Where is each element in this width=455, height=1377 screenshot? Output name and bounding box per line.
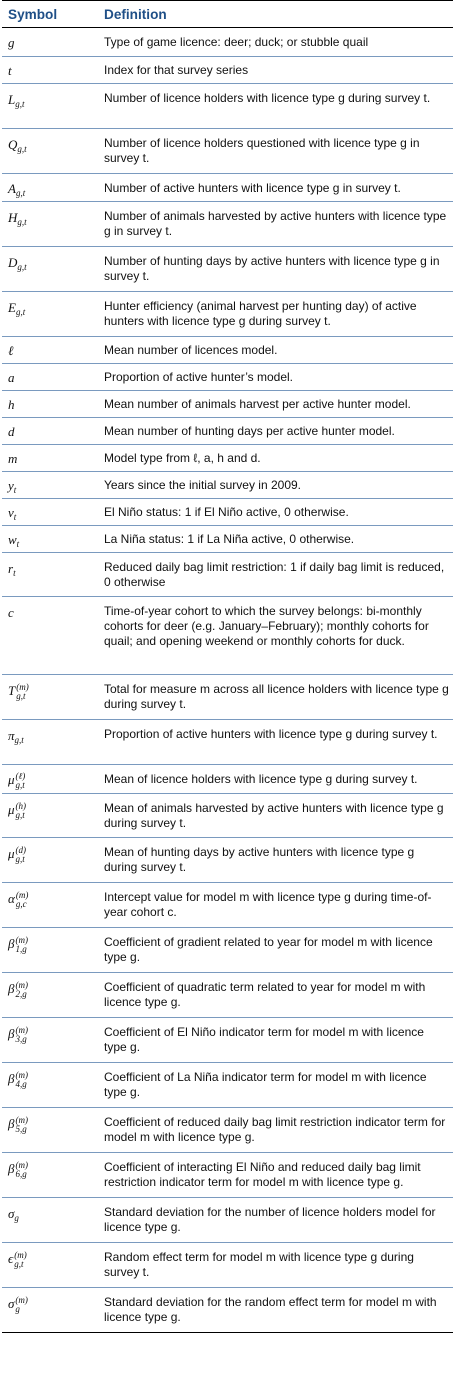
definition-cell: Model type from ℓ, a, h and d. — [104, 451, 261, 465]
symbol-subscript: 1,g — [15, 944, 27, 955]
symbol-cell — [2, 28, 98, 57]
symbol-subscript: g,t — [15, 99, 25, 109]
symbol-cell — [2, 445, 98, 472]
symbol-superscript: (h) — [15, 801, 27, 812]
definition-cell: Proportion of active hunter’s model. — [104, 370, 293, 384]
definition-cell: Random effect term for model m with licence type g during survey t. — [104, 1250, 414, 1279]
definition-cell: Total for measure m across all licence holders with licence type g during survey t. — [104, 682, 449, 711]
symbol-base: β — [8, 1071, 15, 1086]
symbol-base: π — [8, 728, 15, 743]
table-row — [2, 418, 453, 445]
symbol-base: y — [8, 478, 14, 493]
symbol-base: T — [8, 683, 16, 698]
symbol-base: H — [8, 210, 18, 225]
symbol-cell — [2, 526, 98, 553]
symbol-base: m — [8, 451, 18, 466]
table-row — [2, 202, 453, 247]
table-row — [2, 1018, 453, 1063]
symbol-scripts — [15, 936, 28, 954]
symbol-cell — [2, 391, 98, 418]
symbol-subscript: 2,g — [15, 989, 27, 1000]
symbol-cell — [2, 499, 98, 526]
symbol-cell — [2, 675, 98, 720]
symbol-subscript: 4,g — [15, 1079, 27, 1090]
definition-cell: Coefficient of reduced daily bag limit restriction indicator term for model m with licence type g. — [104, 1115, 446, 1144]
symbol-base: β — [8, 936, 15, 951]
symbol-subscript: g,t — [14, 1259, 24, 1270]
definition-cell: Number of licence holders with licence type g during survey t. — [104, 91, 431, 105]
symbol-scripts — [15, 1071, 28, 1089]
symbol-scripts — [16, 891, 29, 909]
symbol-base: Q — [8, 137, 18, 152]
symbol-superscript: (m) — [14, 1250, 27, 1261]
symbol-base: g — [8, 35, 15, 50]
definition-cell: Intercept value for model m with licence type g during time-of-year cohort c. — [104, 890, 432, 919]
symbol-superscript: (d) — [15, 845, 27, 856]
symbol-subscript: g,t — [15, 188, 26, 198]
definition-cell: La Niña status: 1 if La Niña active, 0 otherwise. — [104, 532, 355, 546]
symbol-cell — [2, 472, 98, 499]
symbol-subscript: g,t — [15, 307, 26, 317]
symbol-cell — [2, 973, 98, 1018]
definition-cell: Coefficient of El Niño indicator term for model m with licence type g. — [104, 1025, 424, 1054]
table-row — [2, 57, 453, 84]
symbol-base: σ — [8, 1206, 15, 1221]
symbol-superscript: (m) — [15, 1295, 28, 1306]
definition-cell: Proportion of active hunters with licence type g during survey t. — [104, 727, 438, 741]
table-row — [2, 337, 453, 364]
definition-cell: Reduced daily bag limit restriction: 1 if daily bag limit is reduced, 0 otherwise — [104, 560, 445, 589]
symbol-cell — [2, 1153, 98, 1198]
symbol-subscript: g,t — [17, 217, 27, 227]
definition-cell: Number of licence holders questioned with licence type g in survey t. — [104, 136, 420, 165]
symbol-cell — [2, 364, 98, 391]
symbol-cell — [2, 597, 98, 675]
symbol-superscript: (m) — [15, 1025, 28, 1036]
symbol-cell — [2, 129, 98, 174]
symbol-base: β — [8, 1161, 15, 1176]
symbol-cell — [2, 1198, 98, 1243]
symbol-base: E — [8, 300, 16, 315]
definition-cell: Years since the initial survey in 2009. — [104, 478, 302, 492]
symbol-cell — [2, 57, 98, 84]
symbol-base: μ — [8, 802, 15, 817]
symbol-superscript: (m) — [15, 890, 29, 901]
symbol-superscript: (m) — [15, 1160, 28, 1171]
definition-cell: Mean number of licences model. — [104, 343, 278, 357]
symbol-base: ϵ — [8, 1251, 14, 1266]
symbol-cell — [2, 765, 98, 794]
symbol-subscript: g,t — [15, 810, 25, 821]
symbol-cell — [2, 84, 98, 129]
table-row — [2, 472, 453, 499]
symbol-subscript: t — [13, 568, 16, 578]
definition-cell: Mean number of hunting days per active hunter model. — [104, 424, 395, 438]
symbol-superscript: (m) — [15, 980, 28, 991]
symbol-subscript: g,t — [15, 780, 25, 791]
symbol-cell — [2, 1063, 98, 1108]
table-row — [2, 1153, 453, 1198]
definition-cell: Mean of licence holders with licence type g during survey t. — [104, 772, 418, 786]
symbol-base: L — [8, 92, 16, 107]
symbol-base: μ — [8, 846, 15, 861]
definition-cell: Mean of animals harvested by active hunters with licence type g during survey t. — [104, 801, 444, 830]
table-row — [2, 675, 453, 720]
table-row — [2, 499, 453, 526]
table-row — [2, 720, 453, 765]
symbol-superscript: (m) — [16, 682, 29, 693]
symbol-base: ℓ — [8, 343, 14, 358]
symbol-cell — [2, 553, 98, 597]
symbol-cell — [2, 174, 98, 202]
table-row — [2, 765, 453, 794]
symbol-scripts — [16, 802, 27, 820]
symbol-base: t — [8, 63, 12, 78]
table-row — [2, 526, 453, 553]
table-row — [2, 84, 453, 129]
table-row — [2, 1063, 453, 1108]
symbol-definition-table — [2, 0, 453, 1333]
symbol-scripts — [15, 981, 28, 999]
symbol-superscript: (m) — [15, 1115, 28, 1126]
table-row — [2, 838, 453, 883]
symbol-cell — [2, 794, 98, 838]
table-row — [2, 1288, 453, 1333]
table-row — [2, 794, 453, 838]
symbol-cell — [2, 1243, 98, 1288]
symbol-base: μ — [8, 772, 15, 787]
symbol-scripts — [16, 846, 27, 864]
definition-cell: Hunter efficiency (animal harvest per hunting day) of active hunters with licence type g during survey t. — [104, 299, 417, 328]
symbol-base: β — [8, 1026, 15, 1041]
symbol-superscript: (m) — [15, 1070, 28, 1081]
symbol-base: r — [8, 561, 14, 576]
definition-cell: Mean number of animals harvest per active hunter model. — [104, 397, 411, 411]
symbol-column-header: Symbol — [8, 6, 58, 22]
definition-cell: Standard deviation for the number of licence holders model for licence type g. — [104, 1205, 436, 1234]
symbol-cell — [2, 720, 98, 765]
symbol-scripts — [16, 772, 26, 790]
symbol-base: β — [8, 981, 15, 996]
table-row — [2, 1243, 453, 1288]
symbol-cell — [2, 202, 98, 247]
table-row — [2, 247, 453, 292]
symbol-cell — [2, 292, 98, 337]
definition-cell: Standard deviation for the random effect term for model m with licence type g. — [104, 1295, 437, 1324]
symbol-base: c — [8, 605, 14, 620]
table-row — [2, 391, 453, 418]
table-row — [2, 445, 453, 472]
symbol-subscript: 6,g — [15, 1169, 27, 1180]
symbol-base: β — [8, 1116, 15, 1131]
definition-cell: Time-of-year cohort to which the survey belongs: bi-monthly cohorts for deer (e.g. January–February); monthly cohorts for quail; and opening weekend or monthly cohorts for duck. — [104, 604, 429, 648]
table-row — [2, 553, 453, 597]
symbol-cell — [2, 1288, 98, 1333]
table-row — [2, 973, 453, 1018]
table-row — [2, 928, 453, 973]
symbol-base: D — [8, 255, 18, 270]
symbol-superscript: (m) — [15, 935, 28, 946]
definition-cell: El Niño status: 1 if El Niño active, 0 otherwise. — [104, 505, 349, 519]
symbol-cell — [2, 247, 98, 292]
symbol-cell — [2, 883, 98, 928]
symbol-subscript: t — [13, 512, 17, 522]
symbol-base: σ — [8, 1296, 15, 1311]
table-row — [2, 1108, 453, 1153]
symbol-base: A — [8, 181, 16, 196]
table-header-row — [2, 1, 453, 28]
symbol-cell — [2, 337, 98, 364]
symbol-subscript: g — [15, 1304, 20, 1315]
symbol-subscript: g,t — [15, 854, 25, 865]
definition-column-header: Definition — [104, 6, 167, 22]
definition-cell: Coefficient of quadratic term related to year for model m with licence type g. — [104, 980, 426, 1009]
symbol-scripts — [16, 683, 29, 701]
symbol-subscript: g,t — [17, 144, 27, 154]
symbol-cell — [2, 928, 98, 973]
symbol-subscript: 3,g — [15, 1034, 27, 1045]
definition-cell: Number of active hunters with licence type g in survey t. — [104, 181, 401, 195]
symbol-cell — [2, 838, 98, 883]
symbol-scripts — [14, 1251, 27, 1269]
symbol-scripts — [15, 1296, 28, 1314]
table-row — [2, 129, 453, 174]
symbol-scripts — [15, 1161, 28, 1179]
table-row — [2, 883, 453, 928]
symbol-subscript: g,t — [14, 735, 24, 745]
definition-cell: Coefficient of gradient related to year for model m with licence type g. — [104, 935, 433, 964]
symbol-subscript: g — [14, 1213, 19, 1223]
table-row — [2, 292, 453, 337]
table-row — [2, 597, 453, 675]
symbol-base: h — [8, 397, 15, 412]
definition-cell: Coefficient of La Niña indicator term for model m with licence type g. — [104, 1070, 427, 1099]
table-body — [2, 28, 453, 1333]
definition-cell: Number of hunting days by active hunters with licence type g in survey t. — [104, 254, 440, 283]
definition-cell: Coefficient of interacting El Niño and reduced daily bag limit restriction indicator term for model m with licence type g. — [104, 1160, 421, 1189]
definition-cell: Type of game licence: deer; duck; or stubble quail — [104, 35, 369, 49]
table-row — [2, 174, 453, 202]
symbol-subscript: g,t — [17, 262, 27, 272]
symbol-base: α — [8, 891, 15, 906]
symbol-base: v — [8, 505, 14, 520]
definition-cell: Number of animals harvested by active hunters with licence type g in survey t. — [104, 209, 447, 238]
symbol-subscript: g,c — [15, 899, 27, 910]
table-row — [2, 28, 453, 57]
definition-cell: Index for that survey series — [104, 63, 249, 77]
symbol-base: w — [8, 532, 17, 547]
symbol-subscript: g,t — [16, 691, 26, 702]
symbol-scripts — [15, 1116, 28, 1134]
symbol-base: a — [8, 370, 15, 385]
symbol-cell — [2, 1018, 98, 1063]
symbol-superscript: (ℓ) — [15, 771, 26, 782]
table-row — [2, 364, 453, 391]
symbol-subscript: t — [16, 539, 20, 549]
symbol-cell — [2, 418, 98, 445]
symbol-subscript: t — [13, 485, 17, 495]
definition-cell: Mean of hunting days by active hunters with licence type g during survey t. — [104, 845, 415, 874]
symbol-scripts — [15, 1026, 28, 1044]
symbol-cell — [2, 1108, 98, 1153]
symbol-base: d — [8, 424, 15, 439]
symbol-subscript: 5,g — [15, 1124, 27, 1135]
table-row — [2, 1198, 453, 1243]
